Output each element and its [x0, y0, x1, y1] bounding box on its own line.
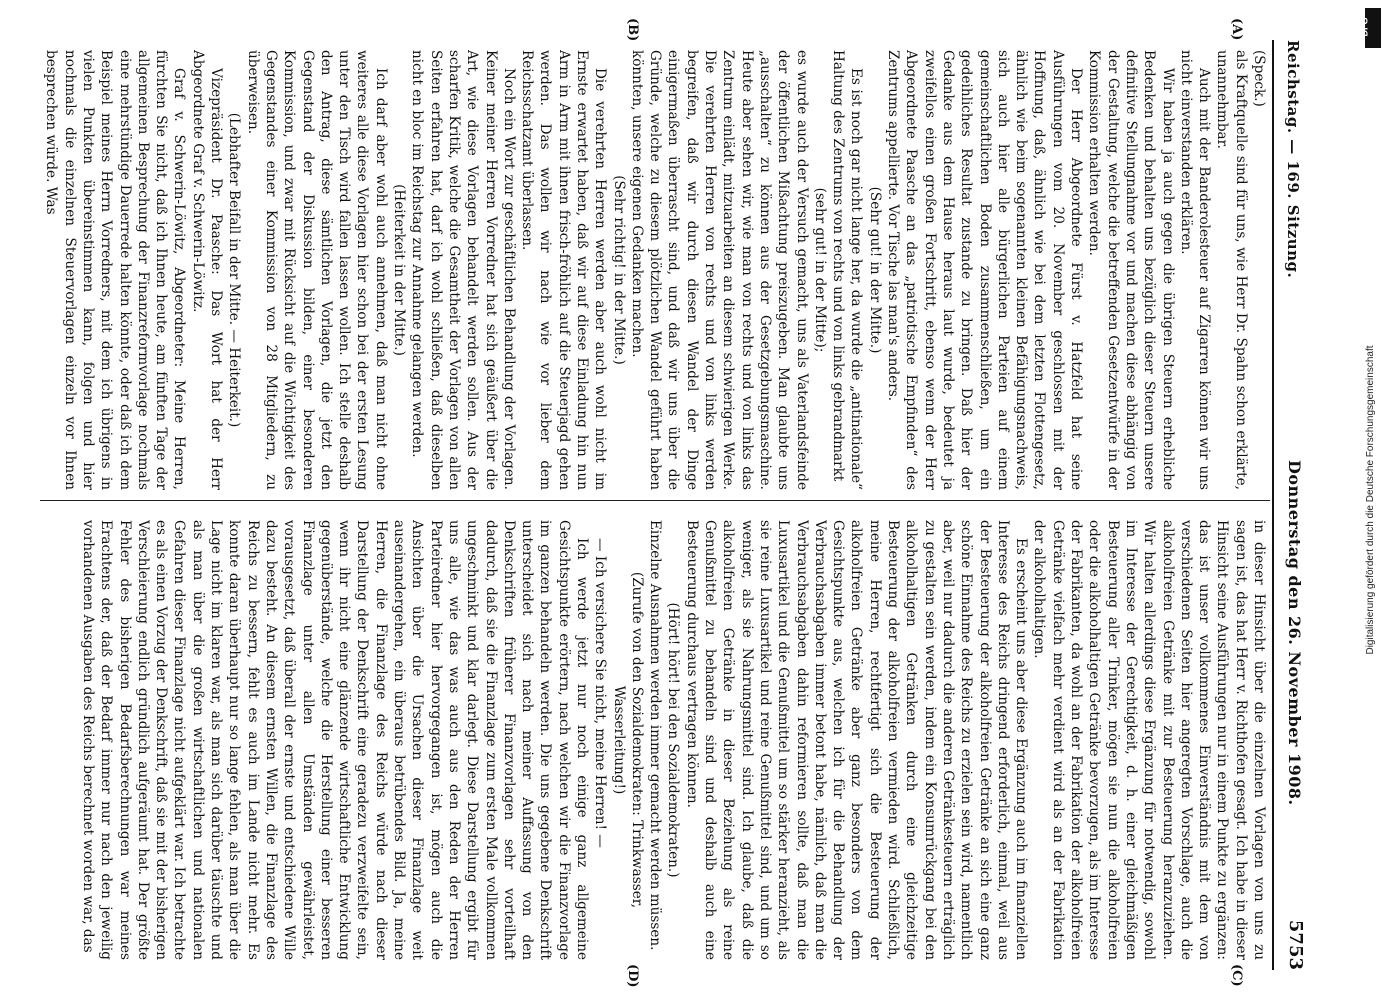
- header-date: Donnerstag den 26. November 1908.: [1285, 460, 1304, 806]
- left-paragraph: (Sehr gut! in der Mitte.): [866, 186, 883, 354]
- left-paragraph: Noch ein Wort zur geschäftlichen Behandlung der Vorlagen. Keiner meiner Herren Vorredner hat sich geäußert über die Art, wie diese Vorlagen behandelt werden sollen. Aus der scharfen Kritik, welche die Gesamtheit der Vorlagen von allen Seiten erfahren hat, darf ich wohl schließen, daß dieselben nicht en bloc im Reichstag zur Annahme gelangen werden.: [409, 50, 517, 490]
- header-session: Reichstag. — 169. Sitzung.: [1284, 40, 1302, 279]
- dfg-logo: [1359, 8, 1381, 48]
- right-paragraph: in dieser Hinsicht über die einzelnen Vorlagen von uns zu sagen ist, das hat Herr v. Richthofen gesagt. Ich habe in dieser Hinsicht seine Ausführungen nur in einem Punkte zu ergänzen: das ist unser vollkommenes Einverständnis mit dem von verschiedenen Seiten hier angeregten Vorschlage, auch die alkoholfreien Getränke mit zur Besteuerung heranzuziehen. Wir halten allerdings diese Ergänzung für notwendig, sowohl im Interesse der Gerechtigkeit, d. h. einer gleichmäßigen Besteuerung aller Trinker, mögen sie nun die alkoholfreien oder die alkoholhaltigen Getränke bevorzugen, als im Interesse der Fabrikanten, da wohl an der Fabrikation der alkoholfreien Getränke vielfach mehr verdient wird als an der Fabrikation der alkoholhaltigen.: [1031, 520, 1267, 960]
- right-paragraph: Einzelne Ausnahmen werden immer gemacht werden müssen.: [647, 520, 664, 951]
- left-column: [38, 50, 1268, 490]
- left-paragraph: Die verehrten Herren werden aber auch wohl nicht im Ernste erwartet haben, daß wir auf diese Einladung hin nun Arm in Arm mit ihnen frisch-fröhlich auf die Steuerjagd gehen werden. Das wollen wir nach wie vor lieber dem Reichsschatzamt überlassen.: [519, 50, 609, 490]
- margin-letter-a: (A): [1229, 18, 1244, 41]
- left-paragraph: (Sehr richtig! in der Mitte.): [610, 175, 627, 365]
- digitization-credit: [1363, 0, 1383, 1000]
- left-paragraph: Ich darf aber wohl auch annehmen, daß man nicht ohne weiteres alle diese Vorlagen hier schon bei der ersten Lesung unter den Tisch wird fallen lassen wollen. Ich stelle deshalb den Antrag, diese sämtlichen Vorlagen, die jetzt den Gegenstand der Diskussion bilden, einer besonderen Kommission, und zwar mit Rücksicht auf die Wichtigkeit des Gegenstandes einer Kommission von 28 Mitgliedern, zu überweisen.: [244, 50, 389, 490]
- right-column: [38, 520, 1268, 960]
- margin-letter-d: (D): [625, 964, 640, 988]
- header-rule: [1272, 40, 1274, 970]
- margin-letter-c: (C): [1229, 964, 1244, 987]
- page-number: 5753: [1285, 919, 1306, 970]
- left-paragraph: (Lebhafter Beifall in der Mitte. — Heiterkeit.): [226, 112, 243, 428]
- right-paragraph: Ich werde jetzt nur noch einige ganz allgemeine Gesichtspunkte erörtern, nach welchen wir die Finanzvorlage im ganzen behandeln werden. Die uns gegebene Denkschrift unterscheidet sich nach meiner Auffassung von den Denkschriften früherer Finanzvorlagen sehr vorteilhaft dadurch, daß sie die Finanzlage zum ersten Male vollkommen ungeschminkt und klar darlegt. Diese Darstellung ergibt für uns alle, wie das was auch aus den Reden der Herren Parteiredner hier hervorgegangen ist, mögen auch die Ansichten über die Ursachen dieser Finanzlage weit auseinandergehen, ein überaus betrübendes Bild. Ja, meine Herren, die Finanzlage des Reichs würde nach dieser Darstellung der Denkschrift eine geradezu verzweifelte sein, wenn ihr nicht eine glänzende wirtschaftliche Entwicklung gegenüberstände, welche die Herstellung einer besseren Finanzlage unter allen Umständen gewährleistet, vorausgesetzt, daß überall der ernste und entschiedene Wille dazu besteht. An diesem ernsten Willen, die Finanzlage des Reichs zu bessern, fehlt es auch im Lande nicht mehr. Es konnte daran überhaupt nur so lange fehlen, als man über die Lage nicht im klaren war, als man sich darüber täuschte und als man über die großen wirtschaftlichen und nationalen Gefahren dieser Finanzlage nicht aufgeklärt war. Ich betrachte es als einen Vorzug der Denkschrift, daß sie mit der bisherigen Verschleierung endlich gründlich aufgeräumt hat. Der größte Fehler des bisherigen Bedarfsberechnungen war meines Erachtens der, daß der Bedarf immer nur nach den jeweilig vorhandenen Ausgaben des Reichs berechnet worden war, das: [80, 520, 591, 960]
- left-paragraph: Es ist noch gar nicht lange her, da wurde die „antinationale“ Haltung des Zentrums von rechts und von links gebrandmarkt: [830, 50, 865, 490]
- left-paragraph: Auch mit der Banderolesteuer auf Zigarren können wir uns nicht einverstanden erklären.: [1177, 50, 1213, 490]
- left-paragraph: Der Herr Abgeordnete Fürst v. Hatzfeld hat seine Ausführungen vom 20. November geschlossen mit der Hoffnung, daß, ähnlich wie bei dem letzten Flottengesetz, ähnlich wie beim sogenannten kleinen Befähigungsnachweis, sich auch hier alle bürgerlichen Parteien auf einem gemeinschaftlichen Boden zusammenschließen, um ein gedeihliches Resultat zustande zu bringen. Daß hier der Gedanke aus dem Hause heraus laut wurde, bedeutet ja zweifellos einen großen Fortschritt, ebenso wenn der Herr Abgeordnete Paasche an das „patriotische Empfinden“ des Zentrums appellierte. Vor Tische las man's anders.: [885, 50, 1085, 490]
- dfg-logo-text: DFG: [1359, 17, 1370, 37]
- column-divider: [40, 500, 1270, 501]
- right-paragraph: (Zurufe von den Sozialdemokraten: Trinkwasser, Wasserleitung!): [610, 571, 645, 909]
- left-paragraph: Graf v. Schwerin-Löwitz, Abgeordneter: Meine Herren, fürchten Sie nicht, daß ich Ihnen heute, am fünften Tage der allgemeinen Besprechung der Finanzreformvorlage nochmals eine mehrstündige Dauerrede halten könnte, oder daß ich dem Beispiel meines Herrn Vorredners, mit dem ich übrigens in vielen Punkten übereinstimmen kann, folgen und hier nochmals die einzelnen Steuervorlagen einzeln vor Ihnen besprechen würde. Was: [43, 50, 188, 490]
- page-header: [1276, 40, 1310, 970]
- credit-text: Digitalisierung gefördert durch die Deutsche Forschungsgemeinschaft: [1365, 345, 1376, 655]
- right-paragraph: — Ich versichere Sie nicht, meine Herren! —: [592, 538, 609, 848]
- left-paragraph: es wurde auch der Versuch gemacht, uns als Vaterlandsfeinde der öffentlichen Mißachtung preiszugeben. Man glaubte uns „ausschalten“ zu können aus der Gesetzgebungsmaschine. Heute aber sehen wir, wie man von rechts und von links das Zentrum einlädt, mitzuarbeiten an diesem schwierigen Werke. Die verehrten Herren von rechts und von links werden begreifen, daß wir durch diesen Wandel der Dinge einigermaßen überrascht sind, und daß wir uns über die Gründe, welche zu diesem plötzlichen Wandel geführt haben könnten, unsere eigenen Gedanken machen.: [628, 50, 810, 490]
- left-paragraph: Vizepräsident Dr. Paasche: Das Wort hat der Herr Abgeordnete Graf v. Schwerin-Löwitz.: [189, 50, 225, 490]
- left-paragraph: (Speck.): [1251, 50, 1267, 107]
- left-paragraph: als Kraftquelle sind für uns, wie Herr Dr. Spahn schon erklärte, unannehmbar.: [1214, 50, 1249, 490]
- right-paragraph: (Hört! hört! bei den Sozialdemokraten.): [665, 602, 682, 878]
- left-paragraph: Wir haben ja auch gegen die übrigen Steuern erhebliche Bedenken und behalten uns bezüglich dieser Steuern unsere definitive Stellungnahme vor und machen diese abhängig von der Gestaltung, welche die betreffenden Gesetzentwürfe in der Kommission erhalten werden.: [1086, 50, 1176, 490]
- left-paragraph: (sehr gut! in der Mitte);: [811, 187, 828, 353]
- right-paragraph: Es erscheint uns aber diese Ergänzung auch im finanziellen Interesse des Reichs dringend erforderlich, einmal, weil aus der Besteuerung der alkoholfreien Getränke an sich eine ganz schöne Einnahme des Reichs zu erzielen sein wird, namentlich aber, weil nur dadurch die anderen Getränkesteuern erträglich zu gestalten sein werden, indem ein Konsumrückgang bei den alkoholhaltigen Getränken durch eine gleichzeitige Besteuerung der alkoholfreien vermieden wird. Schließlich, meine Herren, rechtfertigt sich die Besteuerung der alkoholfreien Getränke aber ganz besonders von dem Gesichtspunkte aus, welchen ich für die Behandlung der Verbrauchsabgaben immer betont habe, nämlich, daß man die Verbrauchsabgaben dahin reformieren sollte, daß man die Luxusartikel und die Genußmittel um so stärker heranzieht, als sie reine Luxusartikel und reine Genußmittel sind, und um so weniger, als sie Nahrungsmittel sind. Ich glaube, daß die alkoholfreien Getränke in dieser Beziehung als reine Genußmittel zu behandeln sind und deshalb auch eine Besteuerung durchaus vertragen können.: [683, 520, 1030, 960]
- left-paragraph: (Heiterkeit in der Mitte.): [391, 184, 408, 356]
- margin-letter-b: (B): [625, 18, 640, 42]
